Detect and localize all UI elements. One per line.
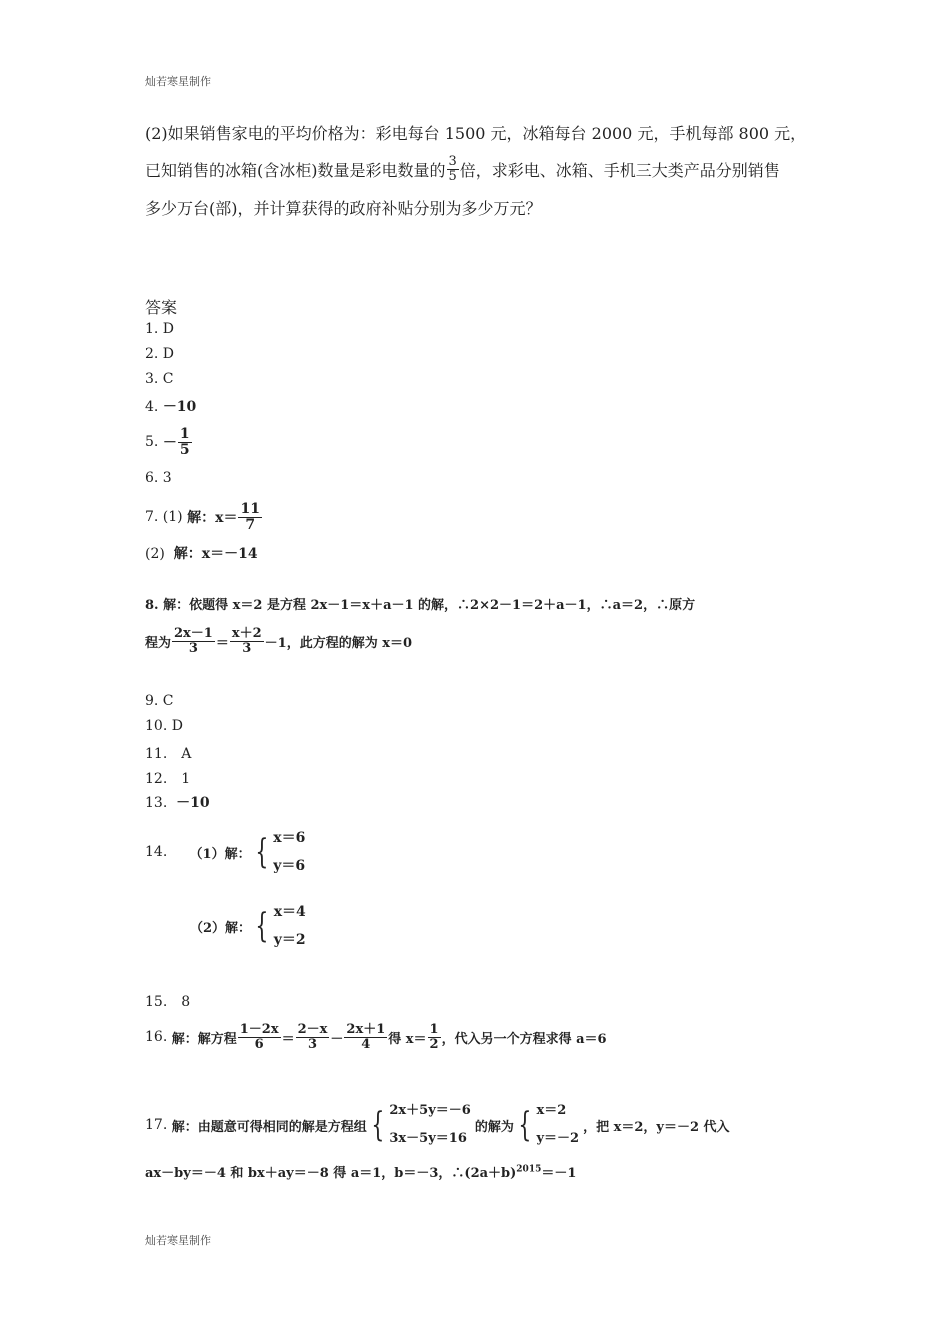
question-line-1: (2)如果销售家电的平均价格为：彩电每台 1500 元，冰箱每台 2000 元，手机每部 800 元， <box>145 124 807 143</box>
answer-16 <box>145 1015 607 1059</box>
question-line-2 <box>145 150 780 188</box>
answer-7-numerator: 11 <box>240 500 260 517</box>
answer-17-exponent: 2015 <box>516 1164 542 1175</box>
answer-4 <box>145 396 196 416</box>
answer-7-label: 7. (1) <box>145 509 183 525</box>
answer-16-f1-den: 6 <box>254 1036 264 1052</box>
answer-16-f3-den: 4 <box>361 1036 371 1052</box>
answer-17-sys1-eq1: 2x＋5y＝－6 <box>389 1103 471 1118</box>
answer-8-f2-den: 3 <box>242 640 252 656</box>
answer-16-mid: 得 x＝ <box>388 1031 427 1047</box>
answer-5-denominator: 5 <box>179 441 190 458</box>
answer-10: 10. D <box>145 718 183 734</box>
answer-17-sys1-eq2: 3x－5y＝16 <box>389 1131 467 1146</box>
answer-13 <box>145 792 210 812</box>
answer-16-f4-den: 2 <box>429 1036 439 1052</box>
answer-8-fraction-2 <box>230 627 264 655</box>
answer-15: 15. 8 <box>145 994 191 1010</box>
answer-8-line-1: 8. 解：依题得 x＝2 是方程 2x－1＝x＋a－1 的解，∴2×2－1＝2＋a－1，∴a＝2，∴原方 <box>145 598 696 613</box>
answer-16-f1-num: 1－2x <box>239 1021 279 1037</box>
left-brace-icon: { <box>255 906 269 946</box>
answer-8-f2-num: x＋2 <box>231 625 262 641</box>
left-brace-icon: { <box>371 1105 385 1145</box>
answer-16-fraction-1 <box>238 1023 281 1051</box>
answer-14-1-system <box>273 824 305 880</box>
answer-7-text: 解：x＝ <box>187 510 238 526</box>
answer-8-post: －1，此方程的解为 x＝0 <box>264 635 413 651</box>
answer-17-line-2-a: ax－by＝－4 和 bx＋ay＝－8 得 a＝1，b＝－3，∴(2a＋b) <box>145 1166 517 1181</box>
answer-17-sys2-y: y＝－2 <box>536 1131 580 1146</box>
answer-12: 12. 1 <box>145 771 191 787</box>
answer-14-1 <box>145 822 305 882</box>
answer-6: 6. 3 <box>145 470 172 486</box>
answer-16-fraction-3 <box>344 1023 387 1051</box>
answer-16-pre: 解：解方程 <box>171 1031 237 1047</box>
answer-14-label: 14. <box>145 844 168 860</box>
answer-17-post: ，把 x＝2，y＝－2 代入 <box>583 1119 730 1135</box>
answer-17-pre: 解：由题意可得相同的解是方程组 <box>171 1119 367 1135</box>
answer-8-line-2 <box>145 620 412 662</box>
answer-5-label: 5. <box>145 434 159 450</box>
answer-14-1-y: y＝6 <box>273 858 306 874</box>
answer-17-sys2-x: x＝2 <box>536 1103 567 1118</box>
page-footer: 灿若寒星制作 <box>145 1234 211 1247</box>
answer-7-1 <box>145 497 263 537</box>
answer-7b-text: 解：x＝－14 <box>173 546 258 562</box>
answer-17-line-1 <box>145 1095 730 1155</box>
answer-16-minus: － <box>330 1031 344 1047</box>
answer-14-1-text: （1）解： <box>189 846 251 862</box>
answer-3: 3. C <box>145 371 174 387</box>
answer-1: 1. D <box>145 321 175 337</box>
answer-16-fraction-4 <box>428 1023 441 1051</box>
answer-13-label: 13. <box>145 795 168 811</box>
answer-16-f2-den: 3 <box>307 1036 318 1052</box>
answer-4-label: 4. <box>145 399 159 415</box>
answers-title: 答案 <box>145 298 178 317</box>
answer-4-value: －10 <box>162 399 197 415</box>
answer-14-2 <box>190 896 306 956</box>
answer-16-f4-num: 1 <box>429 1021 439 1037</box>
left-brace-icon: { <box>254 832 268 872</box>
answer-8-eq: ＝ <box>215 635 229 651</box>
answer-14-1-x: x＝6 <box>273 830 306 846</box>
answer-17-system-1 <box>389 1097 470 1153</box>
answer-17-mid: 的解为 <box>474 1119 514 1135</box>
answer-8-f1-den: 3 <box>188 640 198 656</box>
answer-16-label: 16. <box>145 1029 168 1045</box>
question-line-2-a: 已知销售的冰箱(含冰柜)数量是彩电数量的 <box>145 160 446 180</box>
answer-16-eq: ＝ <box>281 1031 295 1047</box>
answer-2: 2. D <box>145 346 175 362</box>
answer-8-pre: 程为 <box>145 635 172 651</box>
answer-14-2-x: x＝4 <box>273 904 306 920</box>
answer-7-fraction <box>238 502 261 532</box>
answer-5-numerator: 1 <box>179 425 190 442</box>
answer-17-system-2 <box>536 1097 579 1153</box>
question-line-3: 多少万台(部)，并计算获得的政府补贴分别为多少万元？ <box>145 199 542 218</box>
answer-16-f3-num: 2x＋1 <box>346 1021 386 1037</box>
page-header: 灿若寒星制作 <box>145 75 211 88</box>
answer-14-2-system <box>274 898 306 954</box>
answer-17-line-2-b: ＝－1 <box>541 1166 577 1181</box>
answer-17-line-2 <box>145 1162 576 1181</box>
fraction-denominator: 5 <box>448 168 457 184</box>
question-line-2-b: 倍，求彩电、冰箱、手机三大类产品分别销售 <box>459 160 780 180</box>
answer-16-fraction-2 <box>296 1023 330 1051</box>
fraction-three-fifths <box>447 155 459 183</box>
answer-11: 11. A <box>145 746 192 762</box>
answer-7-2 <box>145 543 258 563</box>
answer-5 <box>145 422 193 462</box>
answer-5-sign: － <box>162 435 177 451</box>
answer-14-2-y: y＝2 <box>273 932 306 948</box>
answer-8-fraction-1 <box>172 627 215 655</box>
answer-7b-label: (2) <box>145 546 165 562</box>
answer-14-2-text: （2）解： <box>190 920 252 936</box>
answer-17-label: 17. <box>145 1117 168 1133</box>
answer-16-f2-num: 2－x <box>297 1021 328 1037</box>
answer-5-fraction <box>178 427 192 457</box>
answer-7-denominator: 7 <box>245 516 256 533</box>
left-brace-icon: { <box>518 1105 532 1145</box>
answer-16-post: ，代入另一个方程求得 a＝6 <box>441 1031 607 1047</box>
answer-8-f1-num: 2x－1 <box>174 625 213 641</box>
fraction-numerator: 3 <box>448 153 457 169</box>
answer-9: 9. C <box>145 693 174 709</box>
answer-13-value: －10 <box>176 795 210 811</box>
